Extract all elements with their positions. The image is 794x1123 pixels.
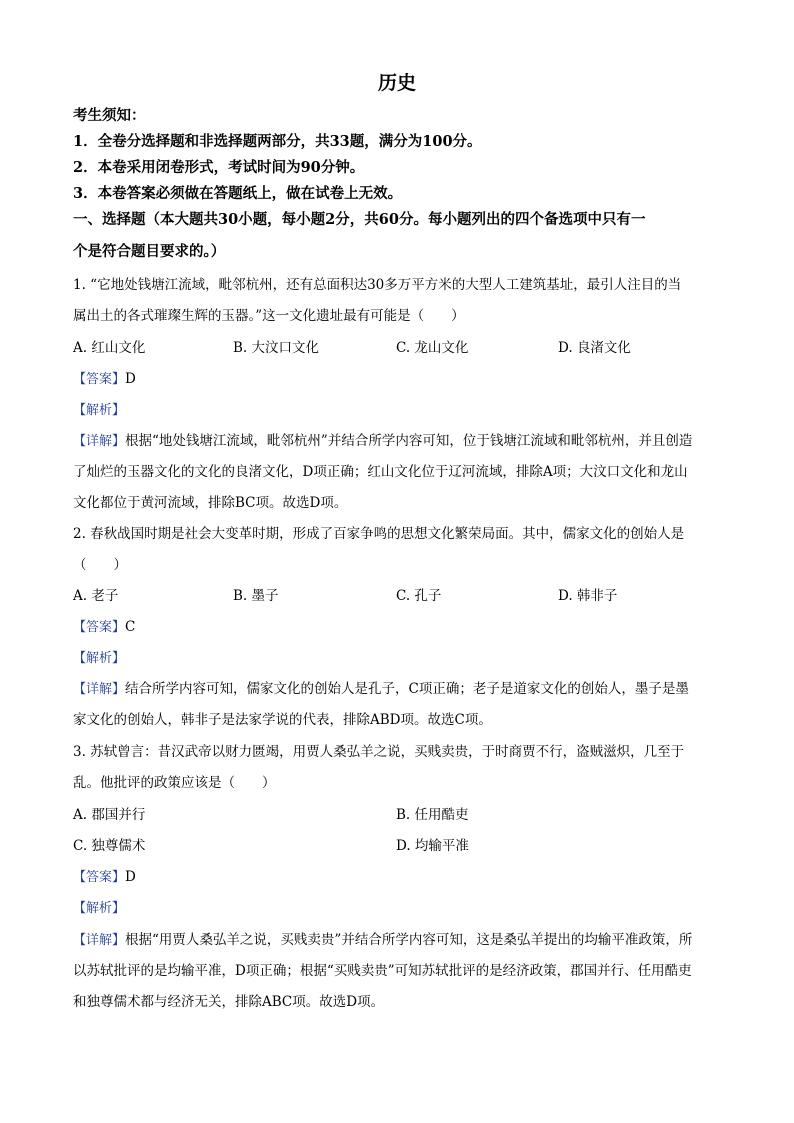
analysis-line xyxy=(73,897,723,920)
option-c: C. 孔子 xyxy=(396,588,442,604)
option-a: A. 老子 xyxy=(73,588,119,604)
question-stem: （ ） xyxy=(73,557,127,573)
notice-item: 2．本卷采用闭卷形式，考试时间为90分钟。 xyxy=(73,159,365,176)
answer-value: D xyxy=(125,869,136,885)
detail-text: 文化都位于黄河流域，排除BC项。故选D项。 xyxy=(73,495,348,511)
question-stem: 1. “它地处钱塘江流域，毗邻杭州，还有总面积达30多万平方米的大型人工建筑基址，最引人注目的当 xyxy=(73,277,682,293)
analysis-tag: 【解析】 xyxy=(73,403,126,418)
analysis-line xyxy=(73,647,723,670)
section-heading: 一、选择题（本大题共30小题，每小题2分，共60分。每小题列出的四个备选项中只有一 xyxy=(73,211,646,228)
option-a: A. 郡国并行 xyxy=(73,807,146,823)
detail-line xyxy=(73,678,723,701)
detail-text: 结合所学内容可知，儒家文化的创始人是孔子，C项正确；老子是道家文化的创始人，墨子是墨 xyxy=(125,681,689,697)
answer-line xyxy=(73,616,723,639)
detail-text: 根据“地处钱塘江流域，毗邻杭州”并结合所学内容可知，位于钱塘江流域和毗邻杭州，并且创造 xyxy=(125,433,693,449)
answer-tag: 【答案】 xyxy=(73,620,126,635)
option-a: A. 红山文化 xyxy=(73,340,146,356)
analysis-line xyxy=(73,399,723,422)
option-d: D. 均输平准 xyxy=(396,838,469,854)
notice-item: 3．本卷答案必须做在答题纸上，做在试卷上无效。 xyxy=(73,185,403,202)
answer-value: D xyxy=(125,371,136,387)
detail-text: 根据“用贾人桑弘羊之说，买贱卖贵”并结合所学内容可知，这是桑弘羊提出的均输平准政策，所 xyxy=(125,932,693,948)
detail-tag: 【详解】 xyxy=(73,682,126,697)
option-d: D. 韩非子 xyxy=(558,588,618,604)
notice-item: 1．全卷分选择题和非选择题两部分，共33题，满分为100分。 xyxy=(73,133,482,150)
question-stem: 属出土的各式璀璨生辉的玉器。”这一文化遗址最有可能是（ ） xyxy=(73,308,465,324)
detail-tag: 【详解】 xyxy=(73,434,126,449)
analysis-tag: 【解析】 xyxy=(73,901,126,916)
option-c: C. 独尊儒术 xyxy=(73,838,146,854)
notice-heading: 考生须知： xyxy=(73,107,146,124)
answer-tag: 【答案】 xyxy=(73,870,126,885)
detail-text: 以苏轼批评的是均输平准，D项正确；根据“买贱卖贵”可知苏轼批评的是经济政策，郡国并行、任用酷吏 xyxy=(73,963,692,979)
question-stem: 乱。他批评的政策应该是（ ） xyxy=(73,775,276,791)
detail-tag: 【详解】 xyxy=(73,933,126,948)
option-c: C. 龙山文化 xyxy=(396,340,469,356)
detail-line xyxy=(73,929,723,952)
answer-tag: 【答案】 xyxy=(73,372,126,387)
answer-value: C xyxy=(125,619,136,635)
question-stem: 2. 春秋战国时期是社会大变革时期，形成了百家争鸣的思想文化繁荣局面。其中，儒家文化的创始人是 xyxy=(73,526,685,542)
option-d: D. 良渚文化 xyxy=(558,340,631,356)
option-b: B. 大汶口文化 xyxy=(233,340,320,356)
detail-text: 家文化的创始人，韩非子是法家学说的代表，排除ABD项。故选C项。 xyxy=(73,712,492,728)
section-heading-cont: 个是符合题目要求的。） xyxy=(73,243,226,260)
question-stem: 3. 苏轼曾言：昔汉武帝以财力匮竭，用贾人桑弘羊之说，买贱卖贵，于时商贾不行，盗贼滋炽，几至于 xyxy=(73,744,685,760)
detail-line xyxy=(73,430,723,453)
option-b: B. 任用酷吏 xyxy=(396,807,469,823)
detail-text: 和独尊儒术都与经济无关，排除ABC项。故选D项。 xyxy=(73,994,385,1010)
detail-text: 了灿烂的玉器文化的文化的良渚文化，D项正确；红山文化位于辽河流域，排除A项；大汶口文化和龙山 xyxy=(73,464,688,480)
answer-line xyxy=(73,368,723,391)
option-b: B. 墨子 xyxy=(233,588,279,604)
page-title: 历史 xyxy=(377,72,416,94)
answer-line xyxy=(73,866,723,889)
analysis-tag: 【解析】 xyxy=(73,651,126,666)
